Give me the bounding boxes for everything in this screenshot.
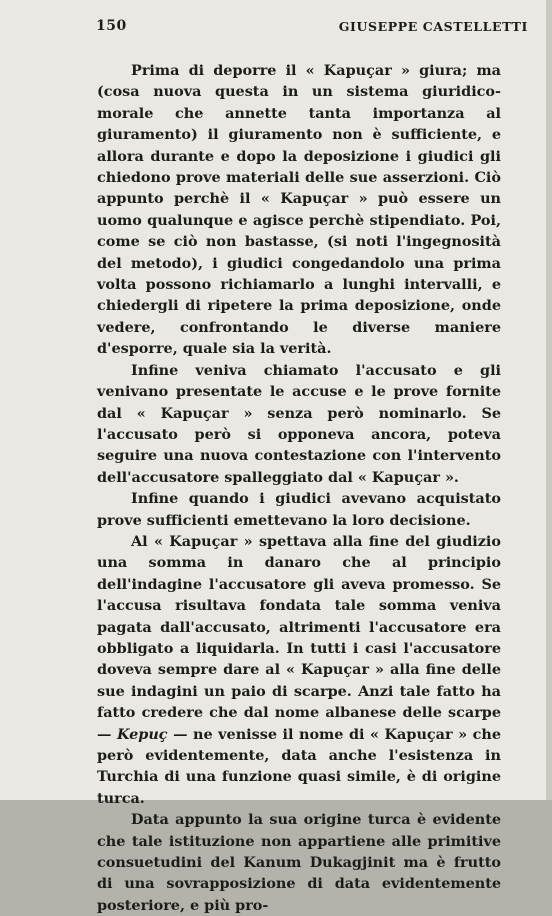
paragraph-1: Prima di deporre il « Kapuçar » giura; ma (cosa nuova questa in un sistema giuridico-morale che annette tanta importanza al giuramento) il giuramento non è sufficiente, e allora durante e dopo la deposizione i giudici gli chiedono prove materiali delle sue asserzioni. Ciò appunto perchè il « Kapuçar » può essere un uomo qualunque e agisce perchè stipendiato. Poi, come se ciò non bastasse, (si noti l'ingegnosità del metodo), i giudici congedandolo una prima volta possono richiamarlo a lunghi intervalli, e chiedergli di ripetere la prima deposizione, onde vedere, confrontando le diverse maniere d'esporre, quale sia la verità. (97, 62, 501, 358)
paragraph-4-text-after: — ne venisse il nome di « Kapuçar » che però evidentemente, data anche l'esistenza in Turchia di una funzione quasi simile, è di origine turca. (97, 725, 502, 807)
paragraph-5: Data appunto la sua origine turca è evidente che tale istituzione non appartiene alle primitive consuetudini del Kanum Dukagjinit ma è frutto di una sovrapposizione di data evidentemente posteriore, e più pro- (97, 811, 501, 914)
paragraph-3: Infine quando i giudici avevano acquistato prove sufficienti emettevano la loro decisione. (97, 490, 501, 529)
paragraph-2: Infine veniva chiamato l'accusato e gli venivano presentate le accuse e le prove fornite dal « Kapuçar » senza però nominarlo. Se l'accusato però si opponeva ancora, poteva seguire una nuova contestazione con l'intervento dell'accusatore spalleggiato dal « Kapuçar ». (97, 361, 501, 486)
albanian-word-italic: Kepuç (116, 725, 168, 743)
page-number: 150 (96, 18, 127, 34)
body-text (97, 60, 501, 916)
running-head-author: GIUSEPPE CASTELLETTI (338, 19, 528, 34)
paragraph-4 (97, 531, 501, 809)
paragraph-4-text-before: Al « Kapuçar » spettava alla fine del giudizio una somma in danaro che al principio dell'indagine l'accusatore gli aveva promesso. Se l'accusa risultava fondata tale somma veniva pagata dall'accusato, altrimenti l'accusatore era obbligato a liquidarla. In tutti i casi l'accusatore doveva sempre dare al « Kapuçar » alla fine delle sue indagini un paio di scarpe. Anzi tale fatto ha fatto credere che dal nome albanese delle scarpe — (97, 532, 501, 743)
page-edge-shadow (546, 0, 552, 800)
page-header (96, 18, 528, 40)
